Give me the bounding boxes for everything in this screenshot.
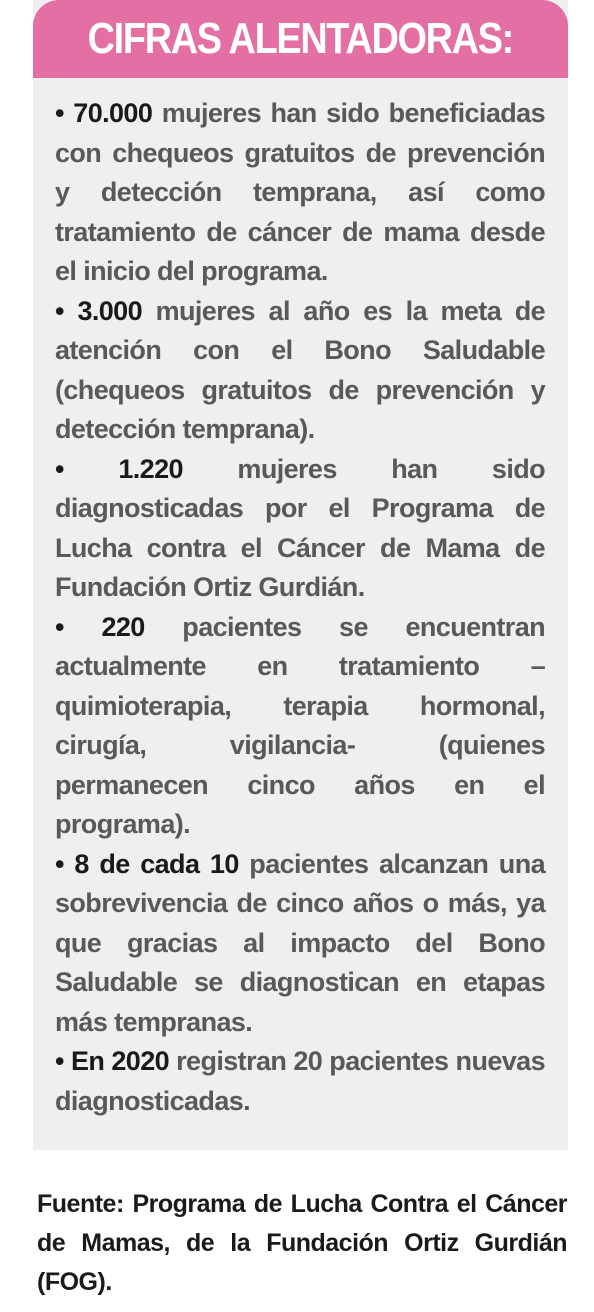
list-item (55, 1042, 545, 1121)
bullet-icon: • (55, 295, 64, 326)
item-text: registran 20 pacientes nuevas diagnosticadas. (55, 1046, 546, 1116)
item-text: pacientes alcanzan una sobrevivencia de cinco años o más, ya que gracias al impacto del Bono Saludable se diagnostican en etapas más tempranas. (55, 848, 545, 1037)
header-banner (33, 0, 568, 78)
header-title: CIFRAS ALENTADORAS: (87, 14, 514, 63)
list-item (55, 450, 545, 608)
item-highlight: 220 (101, 611, 145, 642)
item-highlight: 8 de cada 10 (74, 848, 239, 879)
list-item (55, 292, 545, 450)
item-highlight: En 2020 (70, 1046, 170, 1076)
figures-list (55, 94, 545, 1121)
list-item (55, 845, 545, 1043)
item-text: mujeres han sido beneficiadas con chequeos gratuitos de prevención y detección temprana, así como tratamiento de cáncer de mama desde el inicio del programa. (55, 98, 545, 286)
bullet-icon: • (55, 611, 64, 642)
item-highlight: 1.220 (118, 453, 183, 484)
list-item (55, 608, 545, 845)
item-text: mujeres han sido diagnosticadas por el Programa de Lucha contra el Cáncer de Mama de Fundación Ortiz Gurdián. (55, 453, 546, 602)
item-highlight: 3.000 (77, 295, 143, 326)
bullet-icon: • (55, 1046, 64, 1076)
bullet-icon: • (55, 98, 64, 128)
item-text: pacientes se encuentran actualmente en tratamiento – quimioterapia, terapia hormonal, cirugía, vigilancia- (quienes permanecen cinco años en el programa). (55, 611, 545, 839)
list-item (55, 94, 545, 292)
source-caption: Fuente: Programa de Lucha Contra el Cáncer de Mamas, de la Fundación Ortiz Gurdián (FOG). (37, 1190, 567, 1296)
bullet-icon: • (55, 453, 64, 484)
item-text: mujeres al año es la meta de atención con el Bono Saludable (chequeos gratuitos de prevención y detección temprana). (55, 295, 545, 444)
bullet-icon: • (55, 848, 64, 879)
item-highlight: 70.000 (73, 98, 153, 128)
